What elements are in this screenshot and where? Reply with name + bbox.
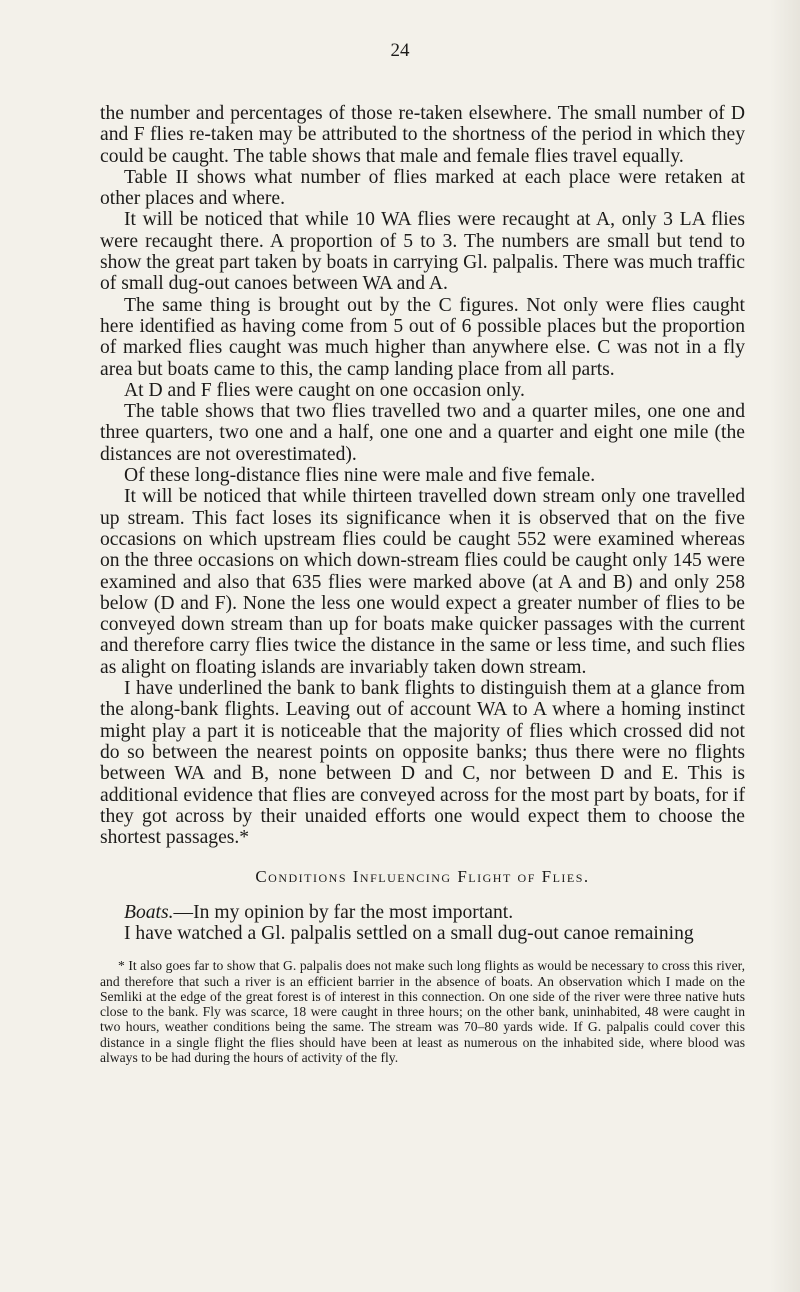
paragraph: I have underlined the bank to bank flights to distinguish them at a glance from the along-bank flights. Leaving out of account WA to A where a homing instinct might play a part it is noticeable that the majority of flies which crossed did not do so between the nearest points on opposite banks; thus there were no flights between WA and B, none between D and C, nor between D and E. This is additional evidence that flies are conveyed across for the most part by boats, for if they got across by their unaided efforts one would expect them to choose the shortest passages.*	[100, 678, 745, 849]
section-heading: Conditions Influencing Flight of Flies.	[255, 867, 590, 887]
body-text	[100, 103, 745, 1065]
paragraph: Table II shows what number of flies marked at each place were retaken at other places and where.	[100, 166, 745, 210]
paragraph-boats	[100, 902, 745, 923]
paragraph: The same thing is brought out by the C figures. Not only were flies caught here identified as having come from 5 out of 6 possible places but the proportion of marked flies caught was much higher than anywhere else. C was not in a fly area but boats came to this, the camp landing place from all parts.	[100, 294, 745, 380]
footnote: * It also goes far to show that G. palpalis does not make such long flights as would be necessary to cross this river, and therefore that such a river is an efficient barrier in the absence of boats. An observation which I made on the Semliki at the edge of the great forest is of interest in this connection. On one side of the river were three native huts close to the bank. Fly was scarce, 18 were caught in three hours; on the other bank, uninhabited, 48 were caught in two hours, weather conditions being the same. The stream was 70–80 yards wide. If G. palpalis could cover this distance in a single flight the flies should have been at least as numerous on the inhabited side, where blood was always to be had during the hours of activity of the fly.	[100, 958, 745, 1066]
paragraph: the number and percentages of those re-taken elsewhere. The small number of D and F flies re-taken may be attributed to the shortness of the period in which they could be caught. The table shows that male and female flies travel equally.	[100, 103, 745, 167]
page-number: 24	[390, 40, 410, 61]
paragraph: The table shows that two flies travelled two and a quarter miles, one one and three quarters, two one and a half, one one and a quarter and eight one mile (the distances are not overestimated).	[100, 401, 745, 465]
boats-label: Boats.	[124, 901, 174, 923]
page-edge-shadow	[770, 0, 800, 1292]
paragraph: Of these long-distance flies nine were male and five female.	[124, 465, 596, 487]
paragraph-boats-2: I have watched a Gl. palpalis settled on a small dug-out canoe remaining	[124, 922, 694, 944]
paragraph: At D and F flies were caught on one occasion only.	[124, 379, 525, 401]
paragraph: It will be noticed that while thirteen travelled down stream only one travelled up stream. This fact loses its significance when it is observed that on the five occasions on which upstream flies could be caught 552 were examined whereas on the three occasions on which down-stream flies could be caught only 145 were examined and also that 635 flies were marked above (at A and B) and only 258 below (D and F). None the less one would expect a greater number of flies to be conveyed down stream than up for boats make quicker passages with the current and therefore carry flies twice the distance in the same or less time, and such flies as alight on floating islands are invariably taken down stream.	[100, 486, 745, 678]
boats-line-1: —In my opinion by far the most important.	[173, 901, 514, 923]
paragraph: It will be noticed that while 10 WA flies were recaught at A, only 3 LA flies were recaught there. A proportion of 5 to 3. The numbers are small but tend to show the great part taken by boats in carrying Gl. palpalis. There was much traffic of small dug-out canoes between WA and A.	[100, 209, 745, 295]
